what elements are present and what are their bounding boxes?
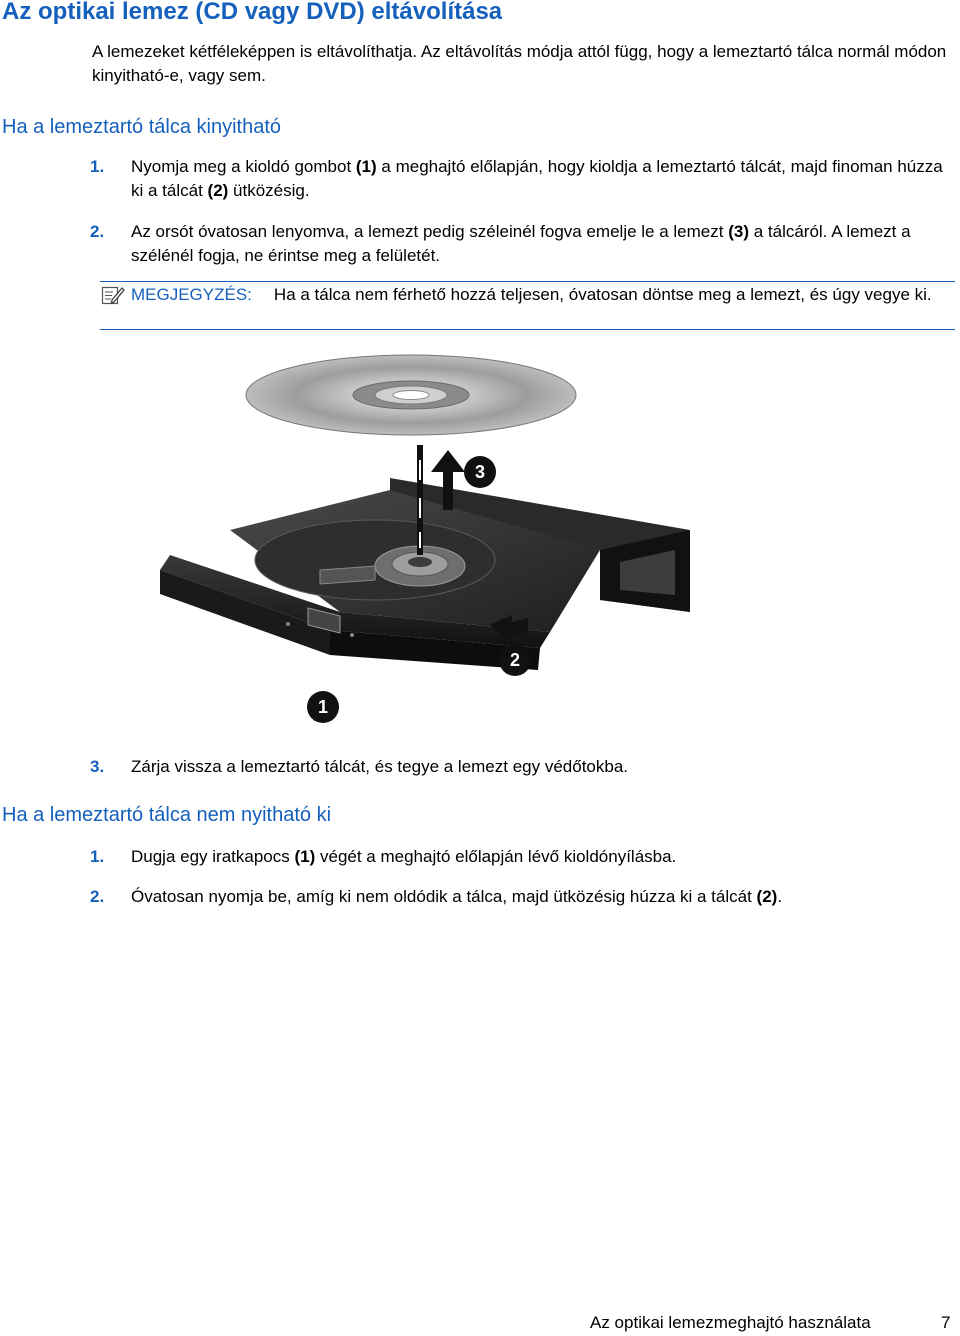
page-title: Az optikai lemez (CD vagy DVD) eltávolítása	[2, 0, 503, 25]
step-number: 2.	[90, 222, 105, 241]
intro-paragraph: A lemezeket kétféleképpen is eltávolíthatja. Az eltávolítás módja attól függ, hogy a lemeztartó tálca normál módon kinyitható-e, vagy sem.	[92, 42, 947, 85]
section-heading-tray-opens: Ha a lemeztartó tálca kinyitható	[2, 116, 282, 138]
step-number: 1.	[90, 157, 105, 176]
footer-chapter-title: Az optikai lemezmeghajtó használata	[590, 1313, 871, 1332]
step-number: 3.	[90, 757, 105, 776]
optical-drive-illustration	[130, 350, 830, 730]
section-heading-tray-stuck: Ha a lemeztartó tálca nem nyitható ki	[2, 804, 332, 826]
step-text: Dugja egy iratkapocs (1) végét a meghajtó előlapján lévő kioldónyílásba.	[131, 847, 677, 866]
step-text: Az orsót óvatosan lenyomva, a lemezt pedig széleinél fogva emelje le a lemezt (3) a tálcáról. A lemezt a szélénél fogja, ne érintse meg a felületét.	[131, 222, 911, 265]
svg-text:3: 3	[474, 462, 486, 482]
callout-1	[307, 691, 339, 723]
note-text: Ha a tálca nem férhető hozzá teljesen, óvatosan döntse meg a lemezt, és úgy vegye ki.	[273, 285, 932, 304]
svg-text:2: 2	[509, 650, 521, 670]
note-block	[131, 283, 953, 307]
note-label: MEGJEGYZÉS:	[131, 285, 252, 304]
note-top-rule	[100, 281, 955, 282]
svg-text:1: 1	[317, 697, 329, 717]
note-bottom-rule	[100, 329, 955, 330]
note-pencil-icon	[101, 284, 125, 306]
footer-page-number: 7	[941, 1313, 951, 1332]
step-number: 1.	[90, 847, 105, 866]
callout-3	[464, 456, 496, 488]
step-text: Zárja vissza a lemeztartó tálcát, és tegye a lemezt egy védőtokba.	[131, 757, 629, 776]
step-text: Óvatosan nyomja be, amíg ki nem oldódik a tálca, majd ütközésig húzza ki a tálcát (2).	[131, 887, 783, 906]
callout-2	[499, 644, 531, 676]
step-number: 2.	[90, 887, 105, 906]
step-text: Nyomja meg a kioldó gombot (1) a meghajtó előlapján, hogy kioldja a lemeztartó tálcát, majd finoman húzza ki a tálcát (2) ütközésig.	[131, 157, 943, 200]
